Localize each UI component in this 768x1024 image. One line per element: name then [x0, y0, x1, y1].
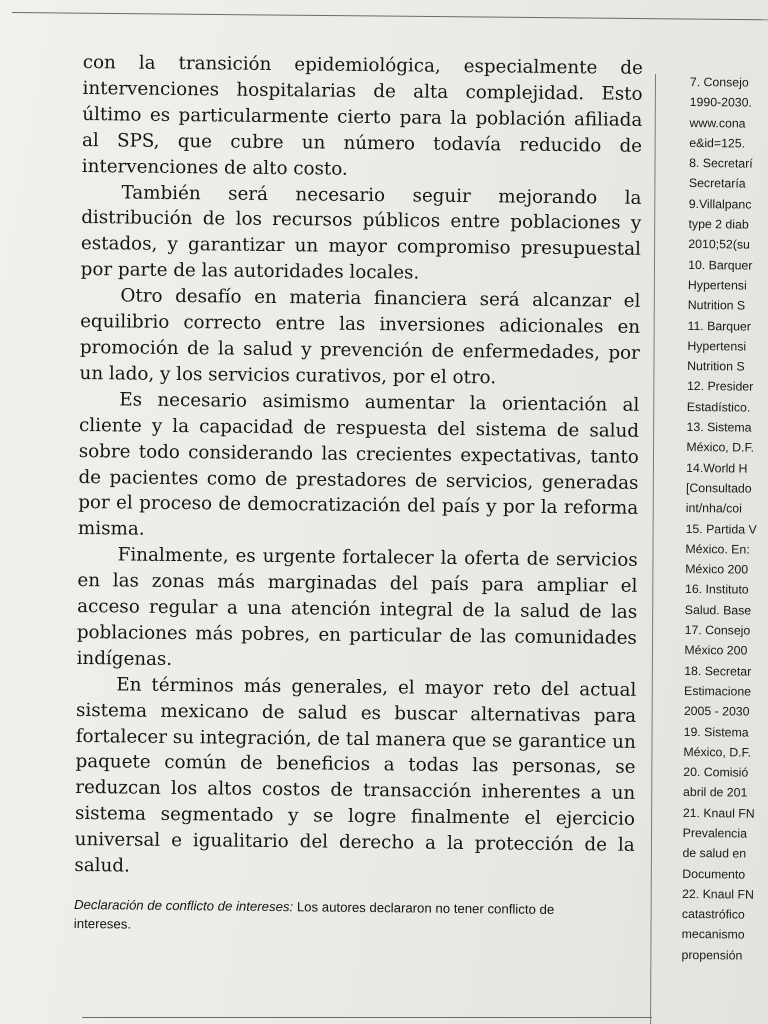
reference-line: 1990-2030. — [689, 95, 753, 110]
paragraph-2: También será necesario seguir mejorando la distribución de los recursos públicos entre poblaciones y estados, y garantizar un mayor compromiso presupuestal por parte de las autoridades locales. — [80, 181, 642, 284]
reference-line: 7. Consejo — [689, 74, 749, 90]
reference-line: Secretaría — [688, 176, 746, 192]
reference-line: México. En: — [685, 541, 750, 557]
reference-line: Nutrition S — [687, 359, 745, 374]
reference-line: 12. Presider — [686, 379, 754, 395]
reference-line: Salud. Base — [684, 602, 752, 618]
bottom-rule — [82, 1017, 652, 1018]
reference-line: 21. Knaul FN — [682, 805, 755, 821]
reference-line: www.cona — [689, 115, 746, 131]
paragraph-5: Finalmente, es urgente fortalecer la oferta de servicios en las zonas más marginadas del país para ampliar el acceso regular a una atención integral de la salud de las poblaciones más pobres, en particular de las comunidades indígenas. — [76, 544, 638, 670]
conflict-of-interest-declaration — [74, 895, 634, 939]
reference-line: 19. Sistema — [683, 724, 749, 740]
reference-line: [Consultado — [685, 480, 752, 496]
column-divider — [650, 74, 656, 1024]
reference-line: 2005 - 2030 — [683, 704, 750, 719]
reference-line: 14.World H — [686, 460, 748, 476]
reference-line: Estimacione — [683, 683, 752, 699]
reference-line: Hypertensi — [687, 277, 747, 293]
reference-line: e&id=125. — [689, 135, 746, 151]
paragraph-4: Es necesario asimismo aumentar la orientación al cliente y la capacidad de respuesta del sistema de salud sobre todo considerando las crecientes expectativas, tanto de pacientes como de prestadores de servicios, generadas por el proceso de democratización del país y por la reforma misma. — [77, 389, 640, 540]
reference-line: int/nha/coi — [685, 501, 742, 516]
paragraph-6: En términos más generales, el mayor reto del actual sistema mexicano de salud es buscar alternativas para fortalecer su integración, de tal manera que se garantice un paquete común de beneficios a todas las personas, se reduzcan los altos costos de transacción inherentes a un sistema segmentado y se logre finalmente el ejercicio universal e igualitario del derecho a la protección de la salud. — [74, 674, 637, 877]
reference-line: 17. Consejo — [684, 622, 751, 638]
reference-line: 18. Secretar — [684, 663, 752, 679]
reference-line: 20. Comisió — [683, 765, 749, 780]
reference-line: catastrófico — [681, 907, 745, 922]
main-text-column — [74, 50, 643, 939]
declaration-text: Los autores declararon no tener conflicto de intereses. — [73, 899, 555, 932]
reference-line: Nutrition S — [687, 298, 746, 313]
paragraph-3: Otro desafío en materia financiera será alcanzar el equilibrio correcto entre las inversiones adicionales en promoción de la salud y prevención de enfermedades, por un lado, y los servicios curativos, por el otro. — [79, 285, 641, 389]
reference-line: Estadístico. — [686, 399, 751, 415]
reference-line: 16. Instituto — [684, 582, 749, 598]
paragraph-1: con la transición epidemiológica, especialmente de intervenciones hospitalarias de alta complejidad. Esto último es particularmente cierto para la población afiliada al SPS, que cubre un número todavía reducido de intervenciones de alto costo. — [81, 51, 643, 180]
reference-line: 13. Sistema — [686, 420, 752, 435]
reference-line: 8. Secretarí — [689, 156, 753, 171]
reference-line: 9.Villalpanc — [688, 196, 752, 212]
reference-line: mecanismo — [681, 927, 745, 943]
reference-line: 22. Knaul FN — [682, 886, 754, 902]
reference-line: 10. Barquer — [688, 257, 753, 273]
reference-line: Documento — [682, 866, 746, 882]
reference-line: propensión — [681, 947, 743, 963]
reference-line: México, D.F. — [686, 440, 755, 455]
reference-line: 15. Partida V — [685, 521, 757, 537]
reference-line: Hypertensi — [687, 338, 747, 354]
reference-line: abril de 201 — [683, 785, 748, 800]
reference-line: México 200 — [685, 562, 749, 577]
reference-line: de salud en — [682, 846, 747, 861]
top-rule — [12, 12, 768, 20]
reference-line: 2010;52(su — [688, 237, 750, 252]
reference-line: 11. Barquer — [687, 318, 751, 334]
reference-line: type 2 diab — [688, 217, 749, 232]
reference-line: Prevalencia — [682, 825, 748, 841]
reference-line: México 200 — [684, 643, 748, 658]
reference-line: México, D.F. — [683, 744, 752, 760]
references-column — [681, 72, 768, 966]
declaration-label: Declaración de conflicto de intereses: — [73, 896, 294, 915]
